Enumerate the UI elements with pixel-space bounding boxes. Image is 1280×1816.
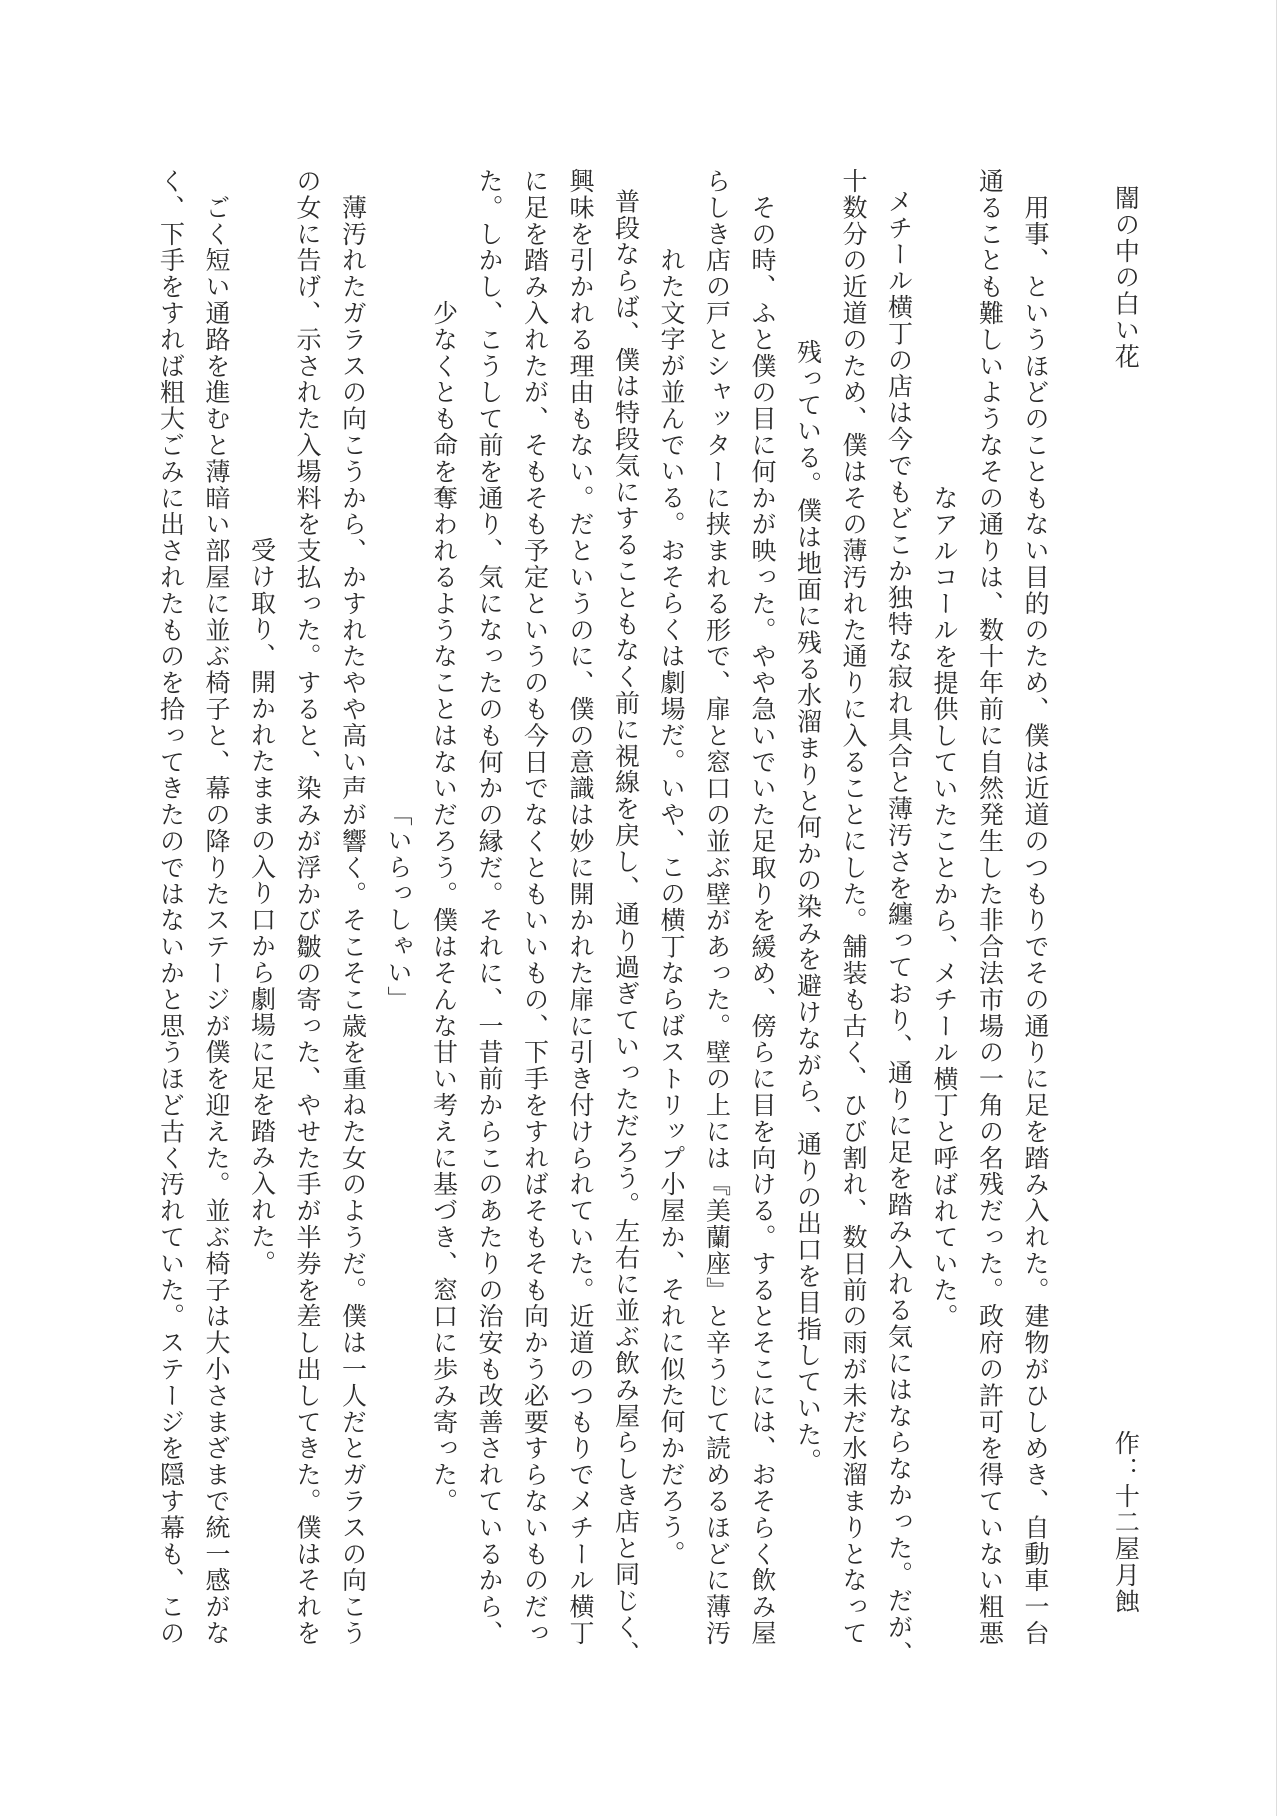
- text-column: 用事、というほどのこともない目的のため、僕は近道のつもりでその通りに足を踏み入れた。建物がひしめき、自動車一台: [1021, 167, 1050, 1647]
- text-column: く、下手をすれば粗大ごみに出されたものを拾ってきたのではないかと思うほど古く汚れていた。ステージを隠す幕も、この: [156, 167, 186, 1647]
- story-title: 闇の中の白い花: [1111, 185, 1141, 370]
- text-column: 薄汚れたガラスの向こうから、かすれたやや高い声が響く。そこそこ歳を重ねた女のようだ。僕は一人だとガラスの向こう: [338, 167, 368, 1647]
- text-column: 十数分の近道のため、僕はその薄汚れた通りに入ることにした。舗装も古く、ひび割れ、数日前の雨が未だ水溜まりとなって: [839, 167, 868, 1647]
- text-column: らしき店の戸とシャッターに挟まれる形で、扉と窓口の並ぶ壁があった。壁の上には『美蘭座』と辛うじて読めるほどに薄汚: [702, 167, 732, 1647]
- text-column: なアルコールを提供していたことから、メチール横丁と呼ばれていた。: [930, 484, 959, 1330]
- text-column: ごく短い通路を進むと薄暗い部屋に並ぶ椅子と、幕の降りたステージが僕を迎えた。並ぶ椅子は大小さまざまで統一感がな: [202, 167, 231, 1647]
- text-column: た。しかし、こうして前を通り、気になったのも何かの縁だ。それに、一昔前からこのあたりの治安も改善されているから、: [475, 167, 504, 1647]
- text-column: その時、ふと僕の目に何かが映った。やや急いでいた足取りを緩め、傍らに目を向ける。するとそこには、おそらく飲み屋: [748, 167, 777, 1647]
- author-byline: 作：十二屋月蝕: [1111, 1430, 1141, 1615]
- text-column: メチール横丁の店は今でもどこか独特な寂れ具合と薄汚さを纏っており、通りに足を踏み入れる気にはならなかった。だが、: [884, 162, 914, 1667]
- text-column: 興味を引かれる理由もない。だというのに、僕の意識は妙に開かれた扉に引き付けられていた。近道のつもりでメチール横丁: [566, 167, 595, 1647]
- text-column: 普段ならば、僕は特段気にすることもなく前に視線を戻し、通り過ぎていっただろう。左右に並ぶ飲み屋らしき店と同じく、: [611, 162, 641, 1667]
- text-column: 受け取り、開かれたままの入り口から劇場に足を踏み入れた。: [247, 537, 277, 1277]
- text-column: 少なくとも命を奪われるようなことはないだろう。僕はそんな甘い考えに基づき、窓口に歩み寄った。: [429, 299, 459, 1515]
- story-body: [148, 162, 1058, 1667]
- text-column: の女に告げ、示された入場料を支払った。すると、染みが浮かび皺の寄った、やせた手が半券を差し出してきた。僕はそれを: [293, 167, 322, 1647]
- text-column: 「いらっしゃい」: [384, 801, 413, 1013]
- text-column: れた文字が並んでいる。おそらくは劇場だ。いや、この横丁ならばストリップ小屋か、それに似た何かだろう。: [657, 247, 686, 1567]
- text-column: 残っている。僕は地面に残る水溜まりと何かの染みを避けながら、通りの出口を目指していた。: [793, 339, 823, 1475]
- text-column: に足を踏み入れたが、そもそも予定というのも今日でなくともいいもの、下手をすればそもそも向かう必要すらないものだっ: [520, 167, 550, 1647]
- scan-edge: [1276, 0, 1277, 1816]
- text-column: 通ることも難しいようなその通りは、数十年前に自然発生した非合法市場の一角の名残だった。政府の許可を得ていない粗悪: [975, 167, 1005, 1647]
